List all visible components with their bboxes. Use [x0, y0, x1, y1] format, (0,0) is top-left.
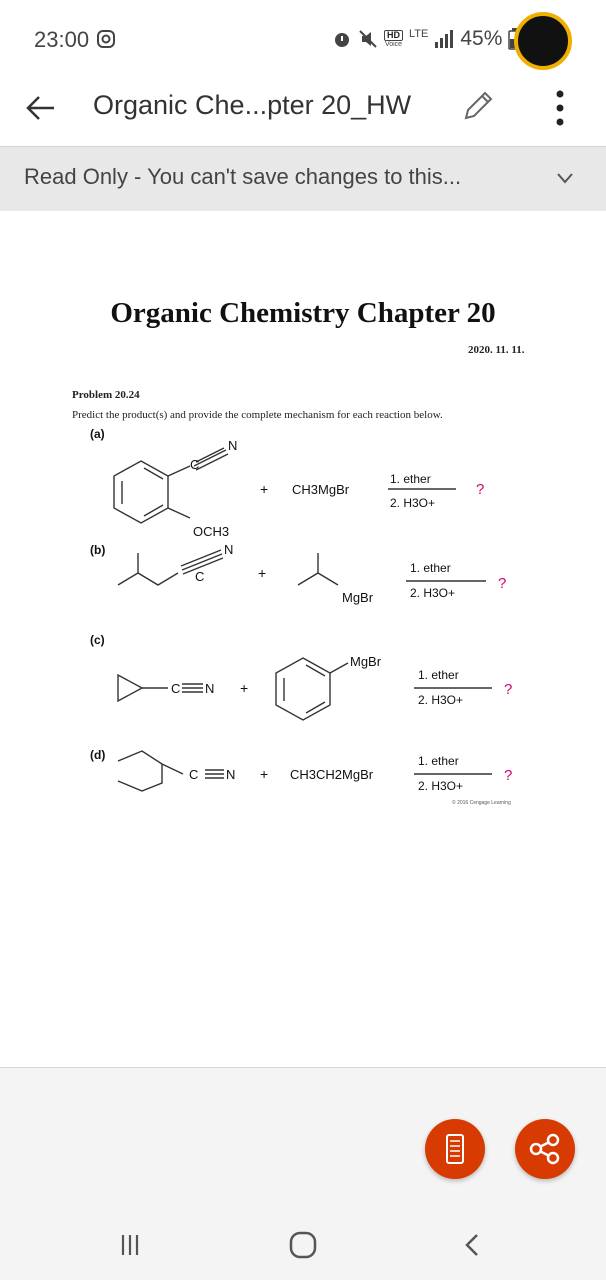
app-bar	[0, 76, 606, 146]
system-nav-bar	[0, 1210, 606, 1280]
product-a: ?	[476, 481, 485, 498]
nitrile-nitrogen-d: N	[226, 767, 236, 782]
signal-icon	[434, 29, 454, 49]
substituent-a: OCH3	[193, 524, 230, 539]
back-arrow-icon[interactable]	[22, 90, 58, 126]
step2-a: 2. H3O+	[390, 496, 436, 510]
step1-c: 1. ether	[418, 668, 459, 682]
page-title: Organic Chemistry Chapter 20	[110, 297, 496, 329]
more-options-icon[interactable]	[548, 88, 572, 128]
plus-sign-b: +	[258, 565, 267, 581]
reagent-b: MgBr	[342, 590, 374, 605]
product-c: ?	[504, 681, 513, 698]
step2-b: 2. H3O+	[410, 586, 456, 600]
step1-b: 1. ether	[410, 561, 451, 575]
alarm-icon	[332, 29, 352, 49]
view-mode-button[interactable]	[425, 1119, 485, 1179]
battery-percent: 45%	[460, 27, 503, 50]
nitrile-carbon-a: C	[190, 457, 200, 472]
nitrile-carbon-c: C	[171, 681, 181, 696]
status-time: 23:00	[34, 27, 90, 52]
edit-pencil-icon[interactable]	[460, 88, 496, 124]
recent-apps-icon[interactable]	[118, 1232, 142, 1258]
phone-view-icon	[425, 1119, 485, 1179]
home-icon[interactable]	[288, 1230, 318, 1260]
step1-a: 1. ether	[390, 472, 431, 486]
status-icons	[332, 24, 522, 54]
reaction-scheme	[0, 426, 606, 1021]
plus-sign-c: +	[240, 680, 249, 696]
status-bar	[0, 0, 606, 76]
chevron-down-icon[interactable]	[556, 171, 574, 185]
product-d: ?	[504, 767, 513, 784]
hd-voice-badge: HD Voice	[384, 30, 403, 48]
instagram-icon	[96, 29, 116, 49]
share-button[interactable]	[515, 1119, 575, 1179]
reaction-label-a: (a)	[90, 427, 105, 441]
bottom-actions	[0, 1068, 606, 1210]
reaction-label-d: (d)	[90, 748, 106, 762]
step2-c: 2. H3O+	[418, 693, 464, 707]
plus-sign-d: +	[260, 766, 269, 782]
plus-sign-a: +	[260, 481, 269, 497]
reaction-label-c: (c)	[90, 633, 105, 647]
mute-icon	[358, 29, 378, 49]
nitrile-carbon-d: C	[189, 767, 199, 782]
read-only-text: Read Only - You can't save changes to this...	[24, 164, 462, 189]
reaction-label-b: (b)	[90, 543, 106, 557]
nitrile-nitrogen-b: N	[224, 542, 234, 557]
nitrile-nitrogen-c: N	[205, 681, 215, 696]
step1-d: 1. ether	[418, 754, 459, 768]
document-title: Organic Che...pter 20_HW	[93, 90, 412, 120]
reagent-c: MgBr	[350, 654, 382, 669]
reagent-d: CH3CH2MgBr	[290, 767, 374, 782]
problem-label: Problem 20.24	[72, 389, 140, 401]
avatar[interactable]	[514, 12, 572, 70]
share-icon	[515, 1119, 575, 1179]
network-type: LTE	[409, 28, 429, 40]
nav-back-icon[interactable]	[462, 1232, 482, 1258]
copyright-note: © 2016 Cengage Learning	[452, 800, 511, 806]
problem-instructions: Predict the product(s) and provide the complete mechanism for each reaction below.	[72, 409, 443, 421]
step2-d: 2. H3O+	[418, 779, 464, 793]
reagent-a: CH3MgBr	[292, 482, 350, 497]
document-date: 2020. 11. 11.	[468, 344, 525, 356]
document-page[interactable]	[0, 211, 606, 1068]
read-only-banner[interactable]	[0, 146, 606, 212]
nitrile-nitrogen-a: N	[228, 438, 238, 453]
product-b: ?	[498, 575, 507, 592]
nitrile-carbon-b: C	[195, 569, 205, 584]
